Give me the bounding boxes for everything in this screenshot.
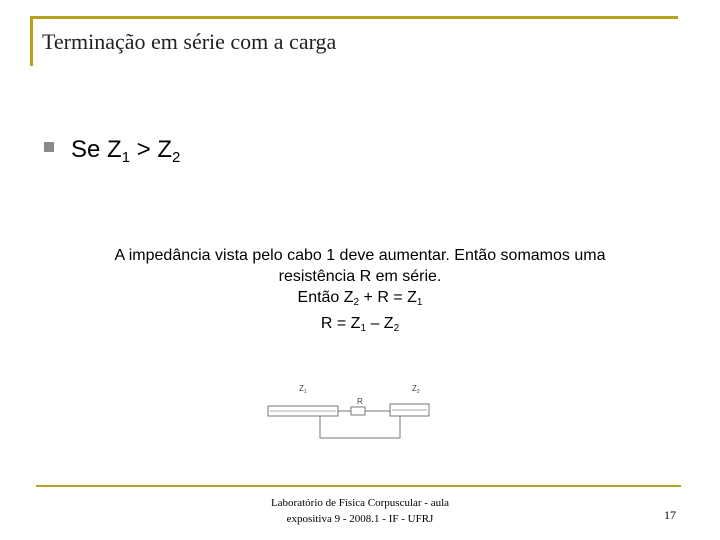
footer-line-1: Laboratório de Física Corpuscular - aula xyxy=(270,497,450,509)
resistor-r xyxy=(351,407,365,415)
title-left-rule xyxy=(30,16,33,66)
footer-line-2: expositiva 9 - 2008.1 - IF - UFRJ xyxy=(286,513,434,525)
bullet-item xyxy=(44,136,180,166)
z1-label: $Z_1$ xyxy=(299,384,307,395)
explanation-line-2: resistência R em série. xyxy=(278,268,442,285)
slide-title: Terminação em série com a carga xyxy=(42,29,337,54)
footer-rule xyxy=(36,485,681,487)
page-number: 17 xyxy=(664,508,676,522)
explanation-block xyxy=(70,245,650,339)
equation-2: $R = Z_1 - Z_2$ xyxy=(320,315,400,334)
equation-1: Então $Z_2 + R = Z_1$ xyxy=(297,289,423,308)
return-path xyxy=(320,416,400,438)
bullet-text: Se $Z_1 > Z_2$ xyxy=(71,136,181,166)
r-label: R xyxy=(357,397,363,406)
z2-label: $Z_2$ xyxy=(412,384,420,395)
bullet-square-icon xyxy=(44,142,54,152)
title-top-rule xyxy=(30,16,678,19)
series-termination-diagram xyxy=(262,378,432,444)
footer xyxy=(230,495,490,527)
explanation-line-1: A impedância vista pelo cabo 1 deve aumentar. Então somamos uma xyxy=(114,247,606,264)
